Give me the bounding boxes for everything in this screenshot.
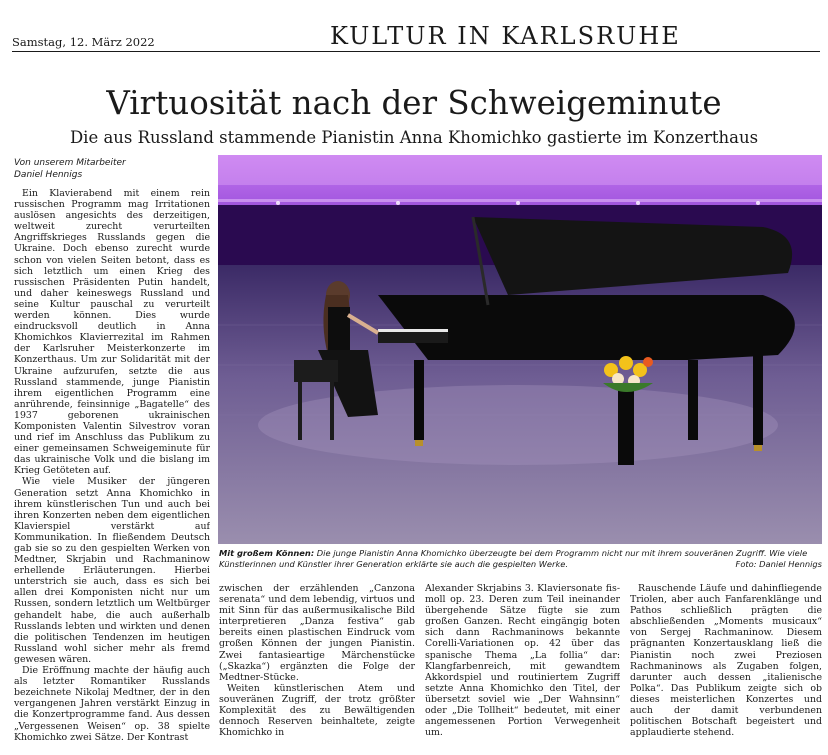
section-title: KULTUR IN KARLSRUHE bbox=[330, 22, 681, 50]
caption-lead: Mit großem Können: bbox=[219, 548, 315, 558]
article-column-1 bbox=[14, 188, 210, 748]
header-rule bbox=[12, 51, 820, 52]
caption-text: Die junge Pianistin Anna Khomichko überzeugte bei dem Programm nicht nur mit ihrem souveränen Zugriff. Wie viele Künstlerinnen und Künstler ihrer Generation erklärte sie auch die gespielten Werke. bbox=[219, 548, 808, 569]
article-column-2 bbox=[219, 583, 415, 748]
paragraph: Ein Klavierabend mit einem rein russischen Programm mag Irritationen auslösen angesichts des derzeitigen, weltweit zurecht verurteilten Angriffskrieges Russlands gegen die Ukraine. Doch ebenso zurecht wurde schon von vielen Seiten betont, dass es sich letztlich um einen Krieg des russischen Präsidenten Putin handelt, und daher keineswegs Russland und seine Kultur pauschal zu verurteilt werden können. Dies wurde eindrucksvoll deutlich in Anna Khomichkos Klavierrezital im Rahmen der Karlsruher Meisterkonzerte im Konzerthaus. Um zur Solidarität mit der Ukraine aufzurufen, setzte die aus Russland stammende, junge Pianistin ihrem eigentlichen Programm eine anrührende, feinsinnige „Bagatelle“ des 1937 geborenen ukrainischen Komponisten Valentin Silvestrov voran und rief im Anschluss das Publikum zu einer gemeinsamen Schweigeminute für das ukrainische Volk und die bislang im Krieg Getöteten auf. bbox=[14, 188, 210, 477]
byline-author: Daniel Hennigs bbox=[14, 170, 83, 180]
byline-role: Von unserem Mitarbeiter bbox=[14, 158, 126, 168]
photo-credit: Foto: Daniel Hennigs bbox=[735, 559, 822, 569]
article-headline: Virtuosität nach der Schweigeminute bbox=[106, 84, 722, 122]
paragraph: Alexander Skrjabins 3. Klaviersonate fis-moll op. 23. Deren zum Teil ineinander übergehende Sätze fügte sie zum großen Ganzen. Recht eingängig boten sich dann Rachmaninows bekannte Corelli-Variationen op. 42 über das spanische Thema „La follia“ dar: Klangfarbenreich, mit gewandtem Akkordspiel und routiniertem Zugriff setzte Anna Khomichko den Titel, der übersetzt soviel wie „Der Wahnsinn“ oder „Die Tollheit“ bedeutet, mit einer angemessenen Portion Verwegenheit um. bbox=[425, 583, 620, 739]
paragraph: Weiten künstlerischen Atem und souveränen Zugriff, der trotz größter Komplexität des zu Bewältigenden dennoch Reserven beinhaltete, zeigte Khomichko in bbox=[219, 682, 415, 739]
paragraph: zwischen der erzählenden „Canzona serenata“ und dem lebendig, virtuos und mit Sinn für das außermusikalische Bild interpretieren „Danza festiva“ gab bereits einen plastischen Eindruck vom großen Können der jungen Pianistin. Zwei fantasieartige Märchenstücke („Skazka“) ergänzten die Folge der Medtner-Stücke. bbox=[219, 583, 415, 683]
issue-date: Samstag, 12. März 2022 bbox=[12, 35, 155, 49]
concert-photo bbox=[218, 155, 822, 544]
photo-caption bbox=[219, 548, 822, 570]
article-subheadline: Die aus Russland stammende Pianistin Anna Khomichko gastierte im Konzerthaus bbox=[69, 128, 759, 147]
paragraph: Rauschende Läufe und dahinfliegende Triolen, aber auch Fanfarenklänge und Pathos schließlich prägten die abschließenden „Moments musicaux“ von Sergej Rachmaninow. Diesem prägnanten Konzertausklang ließ die Pianistin noch zwei Preziosen Rachmaninows als Zugaben folgen, darunter auch dessen „italienische Polka“. Das Publikum zeigte sich ob dieses meisterlichen Konzertes und auch der damit verbundenen politischen Botschaft begeistert und applaudierte stehend. bbox=[630, 583, 822, 739]
paragraph: Wie viele Musiker der jüngeren Generation setzt Anna Khomichko in ihrem künstlerischen Tun und auch bei ihren Konzerten neben dem eigentlichen Klavierspiel verstärkt auf Kommunikation. In fließendem Deutsch gab sie so zu den gespielten Werken von Medtner, Skrjabin und Rachmaninow erhellende Erläuterungen. Hierbei unterstrich sie auch, dass es sich bei allen drei Komponisten nicht nur um Russen, sondern letztlich um Weltbürger gehandelt habe, die auch außerhalb Russlands lebten und wirkten und denen die politischen Tendenzen im heutigen Russland wohl sicher mehr als fremd gewesen wären. bbox=[14, 476, 210, 665]
paragraph: Die Eröffnung machte der häufig auch als letzter Romantiker Russlands bezeichnete Nikolaj Medtner, der in den vergangenen Jahren verstärkt Einzug in die Konzertprogramme fand. Aus dessen „Vergessenen Weisen“ op. 38 spielte Khomichko zwei Sätze. Der Kontrast bbox=[14, 665, 210, 743]
article-column-3 bbox=[425, 583, 620, 748]
article-column-4 bbox=[630, 583, 822, 748]
byline bbox=[14, 157, 126, 181]
